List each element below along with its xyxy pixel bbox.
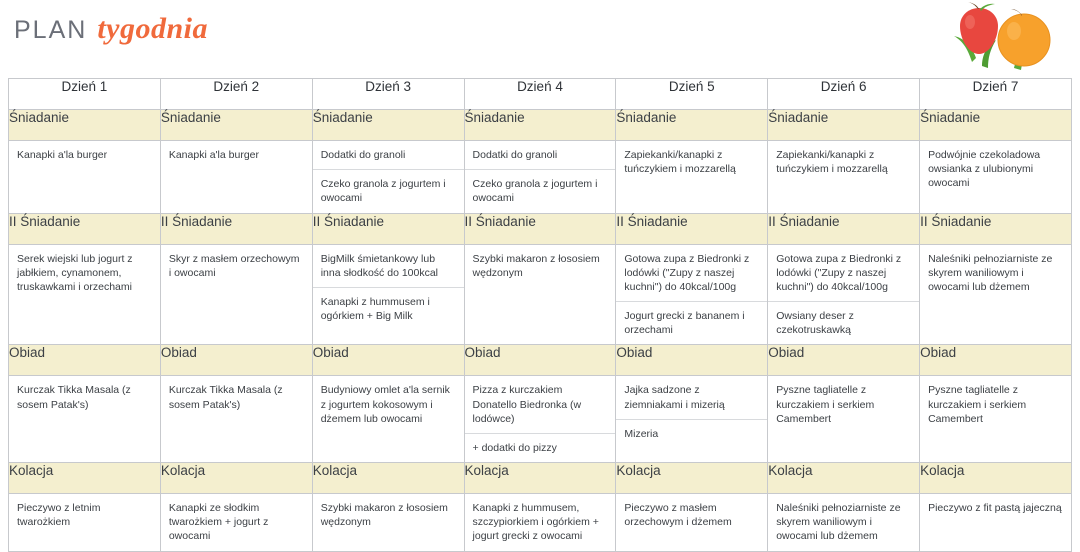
section-body-row-sniadanie (9, 141, 1072, 214)
section-label-kolacja-day-1: Kolacja (9, 463, 161, 494)
meal-cell-sniadanie-day-1 (9, 141, 161, 214)
section-label-row-obiad (9, 345, 1072, 376)
meal-item: Pyszne tagliatelle z kurczakiem i serkiem Camembert (928, 384, 1027, 425)
section-label-ii-sniadanie-day-7: II Śniadanie (920, 213, 1072, 244)
meal-item: Budyniowy omlet a'la sernik z jogurtem kokosowym i dżemem lub owocami (320, 384, 450, 425)
section-label-sniadanie-day-4: Śniadanie (464, 110, 616, 141)
meal-item: Pieczywo z fit pastą jajeczną (928, 502, 1062, 515)
meal-cell-obiad-day-7 (920, 376, 1072, 463)
meal-cell-ii-sniadanie-day-6 (768, 244, 920, 345)
logo (14, 12, 208, 46)
column-header-day-6: Dzień 6 (768, 79, 920, 110)
meal-cell-obiad-day-4 (464, 376, 616, 463)
meal-item: Kurczak Tikka Masala (z sosem Patak's) (168, 384, 283, 411)
meal-cell-sniadanie-day-6 (768, 141, 920, 214)
apple-orange-icon (942, 2, 1062, 74)
meal-item: Serek wiejski lub jogurt z jabłkiem, cynamonem, truskawkami i orzechami (17, 252, 133, 293)
table-header-row (9, 79, 1072, 110)
column-header-day-7: Dzień 7 (920, 79, 1072, 110)
logo-word-plan: PLAN (14, 16, 88, 44)
column-header-day-2: Dzień 2 (160, 79, 312, 110)
meal-cell-kolacja-day-1 (9, 494, 161, 552)
meal-cell-obiad-day-3 (312, 376, 464, 463)
meal-cell-kolacja-day-2 (160, 494, 312, 552)
meal-cell-kolacja-day-3 (312, 494, 464, 552)
meal-cell-sniadanie-day-2 (160, 141, 312, 214)
meal-item: Kanapki ze słodkim twarożkiem + jogurt z owocami (168, 502, 269, 543)
meal-cell-obiad-day-1 (9, 376, 161, 463)
meal-item: Czeko granola z jogurtem i owocami (472, 178, 598, 205)
meal-cell-sniadanie-day-4 (464, 141, 616, 214)
meal-item: Pyszne tagliatelle z kurczakiem i serkiem Camembert (776, 384, 875, 425)
section-body-row-obiad (9, 376, 1072, 463)
section-label-ii-sniadanie-day-4: II Śniadanie (464, 213, 616, 244)
meal-cell-ii-sniadanie-day-4 (464, 244, 616, 345)
section-label-obiad-day-3: Obiad (312, 345, 464, 376)
meal-item: Dodatki do granoli (313, 141, 464, 170)
meal-item: Szybki makaron z łososiem wędzonym (320, 502, 448, 529)
section-label-obiad-day-7: Obiad (920, 345, 1072, 376)
section-label-ii-sniadanie-day-6: II Śniadanie (768, 213, 920, 244)
section-label-obiad-day-4: Obiad (464, 345, 616, 376)
meal-cell-ii-sniadanie-day-3 (312, 244, 464, 345)
section-label-sniadanie-day-7: Śniadanie (920, 110, 1072, 141)
logo-word-tygodnia: tygodnia (97, 12, 208, 45)
meal-cell-kolacja-day-7 (920, 494, 1072, 552)
meal-cell-kolacja-day-5 (616, 494, 768, 552)
section-label-row-kolacja (9, 463, 1072, 494)
meal-item: Kanapki z hummusem, szczypiorkiem i ogórkiem + jogurt grecki z owocami (472, 502, 599, 543)
meal-item: Naleśniki pełnoziarniste ze skyrem waniliowym i owocami lub dżemem (928, 252, 1053, 293)
meal-item: Kanapki a'la burger (168, 149, 259, 161)
column-header-day-5: Dzień 5 (616, 79, 768, 110)
section-label-kolacja-day-3: Kolacja (312, 463, 464, 494)
section-label-kolacja-day-6: Kolacja (768, 463, 920, 494)
section-label-ii-sniadanie-day-3: II Śniadanie (312, 213, 464, 244)
meal-item: Naleśniki pełnoziarniste ze skyrem waniliowym i owocami lub dżemem (776, 502, 901, 543)
section-label-kolacja-day-2: Kolacja (160, 463, 312, 494)
section-label-ii-sniadanie-day-5: II Śniadanie (616, 213, 768, 244)
column-header-day-3: Dzień 3 (312, 79, 464, 110)
meal-cell-ii-sniadanie-day-1 (9, 244, 161, 345)
meal-cell-ii-sniadanie-day-7 (920, 244, 1072, 345)
section-body-row-kolacja (9, 494, 1072, 552)
meal-cell-obiad-day-6 (768, 376, 920, 463)
meal-cell-sniadanie-day-7 (920, 141, 1072, 214)
meal-item: Szybki makaron z łososiem wędzonym (472, 252, 600, 279)
meal-item: Skyr z masłem orzechowym i owocami (168, 252, 300, 279)
meal-item: Jajka sadzone z ziemniakami i mizerią (616, 376, 767, 419)
meal-item: Mizeria (624, 427, 659, 440)
meal-cell-ii-sniadanie-day-2 (160, 244, 312, 345)
section-label-kolacja-day-7: Kolacja (920, 463, 1072, 494)
meal-item: Kanapki a'la burger (17, 149, 108, 161)
weekly-plan-table (8, 78, 1072, 552)
section-label-sniadanie-day-3: Śniadanie (312, 110, 464, 141)
column-header-day-4: Dzień 4 (464, 79, 616, 110)
section-label-ii-sniadanie-day-1: II Śniadanie (9, 213, 161, 244)
meal-item: Kurczak Tikka Masala (z sosem Patak's) (17, 384, 131, 411)
meal-item: + dodatki do pizzy (472, 441, 557, 454)
meal-item: Gotowa zupa z Biedronki z lodówki ("Zupy z naszej kuchni") do 40kcal/100g (616, 245, 767, 303)
meal-cell-obiad-day-5 (616, 376, 768, 463)
section-label-obiad-day-6: Obiad (768, 345, 920, 376)
meal-item: Zapiekanki/kanapki z tuńczykiem i mozzarellą (624, 149, 736, 176)
section-label-ii-sniadanie-day-2: II Śniadanie (160, 213, 312, 244)
section-label-obiad-day-1: Obiad (9, 345, 161, 376)
section-label-kolacja-day-5: Kolacja (616, 463, 768, 494)
meal-cell-kolacja-day-4 (464, 494, 616, 552)
page-header (0, 0, 1080, 76)
section-label-obiad-day-2: Obiad (160, 345, 312, 376)
meal-cell-ii-sniadanie-day-5 (616, 244, 768, 345)
section-label-sniadanie-day-2: Śniadanie (160, 110, 312, 141)
meal-item: Kanapki z hummusem i ogórkiem + Big Milk (320, 295, 430, 323)
meal-cell-obiad-day-2 (160, 376, 312, 463)
section-body-row-ii-sniadanie (9, 244, 1072, 345)
meal-item: Jogurt grecki z bananem i orzechami (624, 310, 745, 337)
section-label-obiad-day-5: Obiad (616, 345, 768, 376)
meal-item: Zapiekanki/kanapki z tuńczykiem i mozzarellą (776, 149, 888, 176)
meal-item: Pieczywo z letnim twarożkiem (17, 502, 101, 529)
meal-item: Pieczywo z masłem orzechowym i dżemem (624, 502, 732, 529)
section-label-sniadanie-day-5: Śniadanie (616, 110, 768, 141)
meal-item: Pizza z kurczakiem Donatello Biedronka (w lodówce) (465, 376, 616, 434)
section-label-kolacja-day-4: Kolacja (464, 463, 616, 494)
meal-item: Dodatki do granoli (465, 141, 616, 170)
section-label-row-sniadanie (9, 110, 1072, 141)
meal-item: Owsiany deser z czekotruskawką (776, 310, 854, 337)
meal-item: Podwójnie czekoladowa owsianka z ulubionymi owocami (928, 149, 1041, 190)
meal-item: Gotowa zupa z Biedronki z lodówki ("Zupy z naszej kuchni") do 40kcal/100g (768, 245, 919, 303)
column-header-day-1: Dzień 1 (9, 79, 161, 110)
section-label-sniadanie-day-1: Śniadanie (9, 110, 161, 141)
meal-cell-sniadanie-day-3 (312, 141, 464, 214)
meal-item: Czeko granola z jogurtem i owocami (320, 178, 446, 205)
meal-item: BigMilk śmietankowy lub inna słodkość do 100kcal (313, 245, 464, 288)
meal-cell-sniadanie-day-5 (616, 141, 768, 214)
section-label-sniadanie-day-6: Śniadanie (768, 110, 920, 141)
meal-cell-kolacja-day-6 (768, 494, 920, 552)
plan-table-container (8, 78, 1072, 552)
section-label-row-ii-sniadanie (9, 213, 1072, 244)
